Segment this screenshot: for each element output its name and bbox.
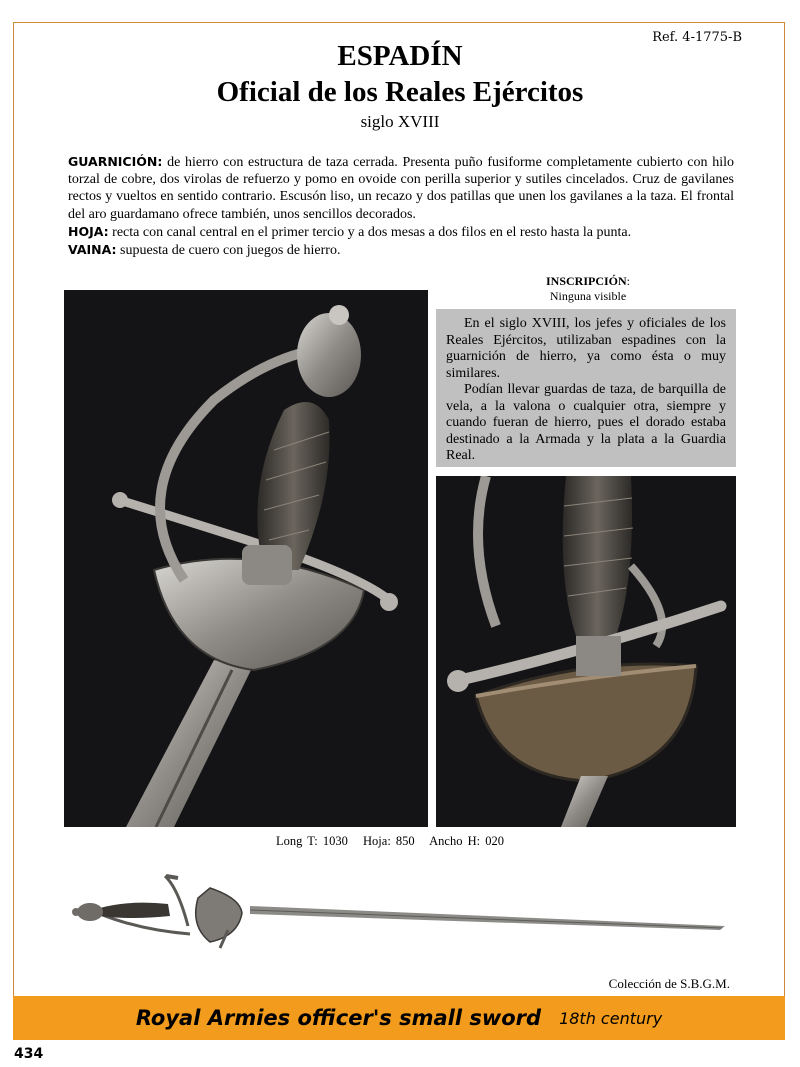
dimensions — [276, 834, 514, 849]
hoja-label: HOJA: — [68, 223, 109, 239]
guarnicion-text: de hierro con estructura de taza cerrada. Presenta puño fusiforme completamente cubierto con hilo torzal de cobre, dos virolas de refuerzo y pomo en ovoide con perilla superior y sutiles cincelados. Cruz de gavilanes rectos y vueltos en sentido contrario. Escusón liso, un recazo y dos patillas que unen los gavilanes a la taza. El frontal del aro guardamano ofrece también, unos sencillos decorados. — [68, 155, 735, 222]
description — [68, 153, 734, 259]
reference-code: Ref. 4-1775-B — [652, 30, 742, 45]
inscription-value: Ninguna visible — [549, 289, 627, 303]
hilt-illustration — [64, 290, 428, 827]
guard-illustration — [436, 476, 736, 827]
inscription-label: INSCRIPCIÓN — [545, 274, 627, 288]
title-sub: Oficial de los Reales Ejércitos — [216, 76, 584, 108]
blade-length: Hoja: 850 — [363, 834, 415, 848]
guard-photo — [436, 476, 736, 827]
hilt-photo — [64, 290, 428, 827]
full-sword-illustration — [70, 868, 730, 952]
hoja-paragraph — [68, 223, 734, 241]
title-main: ESPADÍN — [337, 40, 463, 72]
guarnicion-paragraph — [68, 153, 734, 223]
hoja-text: recta con canal central en el primer tercio y a dos mesas a dos filos en el resto hasta la punta. — [112, 224, 632, 240]
english-title-banner — [13, 996, 785, 1040]
note-paragraph-1: En el siglo XVIII, los jefes y oficiales de los Reales Ejércitos, utilizaban espadines con la guarnición de hierro, ya como ésta o muy similares. — [446, 316, 726, 381]
blade-width: Ancho H: 020 — [429, 834, 504, 848]
english-title: Royal Armies officer's small sword — [135, 1006, 542, 1030]
vaina-text: supuesta de cuero con juegos de hierro. — [120, 243, 341, 259]
inscription-heading — [515, 274, 661, 289]
collection-credit: Colección de S.B.G.M. — [608, 976, 730, 991]
english-century: 18th century — [559, 1008, 663, 1028]
note-paragraph-2: Podían llevar guardas de taza, de barquilla de vela, a la valona o cualquier otra, siempre y cuando fueran de hierro, pues el dorado estaba destinado a la Armada y la plata a la Guardia Real. — [446, 382, 726, 463]
guarnicion-label: GUARNICIÓN: — [68, 154, 163, 169]
total-length: Long T: 1030 — [276, 834, 348, 848]
historical-note — [436, 309, 736, 467]
inscription-colon: : — [626, 274, 631, 288]
vaina-paragraph — [68, 241, 734, 259]
vaina-label: VAINA: — [68, 242, 117, 258]
page-number: 434 — [14, 1046, 44, 1062]
title-century: siglo XVIII — [360, 112, 440, 131]
